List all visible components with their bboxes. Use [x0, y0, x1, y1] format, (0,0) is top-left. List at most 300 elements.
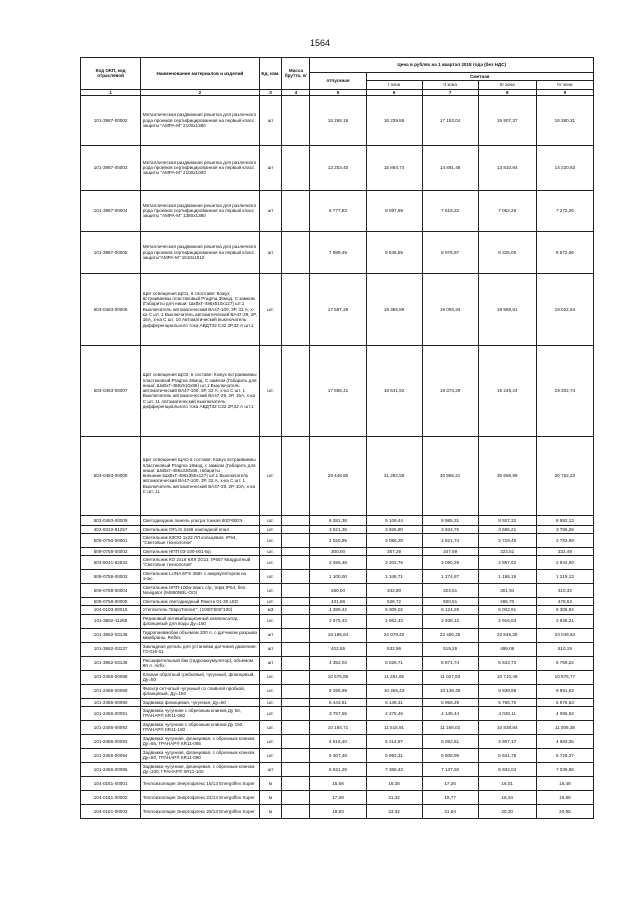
row-release-price: 7 989,49 — [310, 231, 366, 273]
header-zone2: II зона — [422, 81, 478, 89]
table-row — [81, 525, 594, 533]
row-mass — [282, 515, 310, 525]
row-zone3-price: 16,01 — [478, 776, 536, 790]
header-zone4: IV зона — [536, 81, 593, 89]
row-zone4-price: 18,88 — [536, 790, 593, 804]
row-release-price: 4 616,40 — [310, 734, 366, 748]
row-zone4-price: 7 272,26 — [536, 190, 593, 231]
row-zone1-price: 6 309,02 — [366, 606, 422, 614]
row-zone3-price: 323,51 — [478, 547, 536, 555]
table-row — [81, 790, 594, 804]
row-mass — [282, 597, 310, 605]
row-zone2-price: 11 027,93 — [422, 670, 478, 684]
row-zone4-price: 16,48 — [536, 776, 593, 790]
row-zone1-price: 9 545,59 — [366, 231, 422, 273]
row-zone3-price: 2 718,49 — [478, 534, 536, 548]
row-mass — [282, 145, 310, 190]
row-name: Щит освещения ЩО2, в составе: Кожух встраиваемы пластиковый Pragma 36мод. С замком (Габарить для ниши: ШхВхГ-486х510х86) шт.1 Выключатель автоматический ВА47-100, 3Р, 32 А, х-ка С шт. 1 Выключатель автоматический ВА47-29, 2Р, 16А, х-ка С шт. 11 Автоматический выключатель дифференциального тока АВДТ32 С32 2Р,32 А шт.1 — [141, 345, 259, 436]
row-zone2-price: 500,51 — [422, 597, 478, 605]
row-release-price: 5 443,81 — [310, 698, 366, 706]
row-code: 104-0161-00001 — [81, 776, 141, 790]
row-code: 509-0758-00005 — [81, 597, 141, 605]
row-zone3-price: 465,70 — [478, 597, 536, 605]
row-mass — [282, 790, 310, 804]
table-row — [81, 628, 594, 642]
row-release-price: 18 186,64 — [310, 628, 366, 642]
row-release-price: 28 448,80 — [310, 436, 366, 515]
row-mass — [282, 804, 310, 818]
table-row — [81, 95, 594, 145]
row-code: 402-8310-81257 — [81, 525, 141, 533]
row-code: 101-2456-00090 — [81, 698, 141, 706]
row-zone3-price: 18,34 — [478, 790, 536, 804]
column-number: 9 — [536, 89, 593, 95]
row-mass — [282, 95, 310, 145]
row-name: Светильник LUNA EFS 45Вт с аккумулятором на 1час — [141, 569, 259, 583]
row-release-price: 2 675,43 — [310, 614, 366, 628]
row-zone1-price: 4 275,46 — [366, 706, 422, 720]
row-unit: шт. — [259, 547, 282, 555]
row-zone4-price: 4 983,35 — [536, 734, 593, 748]
header-zone1: I зона — [366, 81, 422, 89]
row-unit: шт. — [259, 525, 282, 533]
row-mass — [282, 583, 310, 597]
row-code: 101-2456-00092 — [81, 720, 141, 734]
row-code: 503-0463-00006 — [81, 273, 141, 345]
table-row — [81, 273, 594, 345]
row-code: 503-8041-82532 — [81, 555, 141, 569]
row-name: Металлическая раздвижная решетка для различного рода проемов сертифицированная на первый класс защиты "АМРА-М" 2100х1380 — [141, 95, 259, 145]
row-zone4-price: 478,63 — [536, 597, 593, 605]
row-zone3-price: 4 026,11 — [478, 706, 536, 720]
row-unit: шт. — [259, 720, 282, 734]
row-mass — [282, 684, 310, 698]
row-release-price: 18,93 — [310, 804, 366, 818]
row-zone1-price: 24 078,40 — [366, 628, 422, 642]
row-name: Задвижка чугунная с обрезным клином Ду 50, ГРАНАР® КR11-050 — [141, 706, 259, 720]
row-release-price: 4 386,42 — [310, 606, 366, 614]
table-row — [81, 145, 594, 190]
row-zone3-price: 13 810,84 — [478, 145, 536, 190]
header-name: Наименование материалов и изделий — [141, 58, 259, 90]
header-price-group: Цена в рублях на 1 квартал 2018 года (без НДС) — [310, 58, 594, 73]
table-row — [81, 670, 594, 684]
row-zone1-price: 3 202,76 — [366, 555, 422, 569]
row-release-price: 280,00 — [310, 583, 366, 597]
row-zone3-price: 20,30 — [478, 804, 536, 818]
row-zone2-price: 21,84 — [422, 804, 478, 818]
table-row — [81, 734, 594, 748]
row-zone1-price: 5 214,87 — [366, 734, 422, 748]
table-row — [81, 555, 594, 569]
row-name: Светильник НПП 03-100-001-Бр — [141, 547, 259, 555]
table-row — [81, 534, 594, 548]
row-code: 101-3862-03138 — [81, 656, 141, 670]
row-zone4-price: 5 876,53 — [536, 698, 593, 706]
table-row — [81, 436, 594, 515]
row-unit: шт — [259, 762, 282, 776]
header-code: Код ОКП, код отраслевой — [81, 58, 141, 90]
row-name: Задвижка чугунная с обрезным клином Ду 150, ГРАНАР® КR11-150 — [141, 720, 259, 734]
row-zone2-price: 3 934,76 — [422, 525, 478, 533]
row-zone3-price: 22 548,28 — [478, 628, 536, 642]
table-row — [81, 720, 594, 734]
row-code: 509-0750-00001 — [81, 534, 141, 548]
row-zone4-price: 23 049,64 — [536, 628, 593, 642]
table-row — [81, 569, 594, 583]
row-zone4-price: 16 380,31 — [536, 95, 593, 145]
row-code: 509-0758-00003 — [81, 569, 141, 583]
row-zone1-price: 19 356,89 — [366, 273, 422, 345]
row-zone4-price: 5 769,22 — [536, 656, 593, 670]
table-row — [81, 698, 594, 706]
row-zone4-price: 4 086,52 — [536, 706, 593, 720]
row-code: 101-3987-00002 — [81, 95, 141, 145]
row-zone2-price: 19 374,29 — [422, 345, 478, 436]
table-row — [81, 597, 594, 605]
row-zone3-price: 2 916,53 — [478, 614, 536, 628]
row-zone1-price: 1 346,71 — [366, 569, 422, 583]
row-zone3-price: 5 641,78 — [478, 748, 536, 762]
row-unit: шт. — [259, 583, 282, 597]
row-zone3-price: 499,09 — [478, 642, 536, 656]
row-zone4-price: 310,32 — [536, 583, 593, 597]
table-row — [81, 190, 594, 231]
row-mass — [282, 345, 310, 436]
row-release-price: 10 675,85 — [310, 670, 366, 684]
row-code: 104-0161-00003 — [81, 804, 141, 818]
row-unit: шт — [259, 656, 282, 670]
row-zone2-price: 8 976,97 — [422, 231, 478, 273]
row-zone2-price: 11 168,02 — [422, 720, 478, 734]
row-unit: шт — [259, 95, 282, 145]
row-name: Резиновый антивибрационный компенсатор, фланцевый для воды Ду=150 — [141, 614, 259, 628]
row-release-price: 431,86 — [310, 597, 366, 605]
row-code: 101-3987-00005 — [81, 231, 141, 273]
column-number: 5 — [310, 89, 366, 95]
row-unit: м3 — [259, 606, 282, 614]
row-mass — [282, 656, 310, 670]
row-zone1-price: 2 962,43 — [366, 614, 422, 628]
row-name: Металлическая раздвижная решетка для различного рода проемов сертифицированная на первый класс защиты"АМРА-М" 1510х1510 — [141, 231, 259, 273]
row-name: Задвижка чугунная, фланцевая, с обрезным клином Ду=100, ГРАНАР® КR11-100 — [141, 762, 259, 776]
row-unit: м — [259, 776, 282, 790]
row-zone2-price: 19 093,34 — [422, 273, 478, 345]
column-number: 8 — [478, 89, 536, 95]
row-name: Расширительный бак (гидроаккумулятор), объемом 80 л. Airfix — [141, 656, 259, 670]
row-mass — [282, 525, 310, 533]
row-zone3-price: 9 839,88 — [478, 684, 536, 698]
row-zone3-price: 5 643,73 — [478, 656, 536, 670]
row-zone4-price: 1 219,13 — [536, 569, 593, 583]
row-zone3-price: 15 907,37 — [478, 95, 536, 145]
table-row — [81, 547, 594, 555]
table-row — [81, 642, 594, 656]
row-zone3-price: 19 249,24 — [478, 345, 536, 436]
row-name: Щит освещения ЩАО в составе: Кожух встраиваемы пластиковый Pragma 18мод. с замком (Габарить для ниши: ШхВхГ-486х330х86, габариты внешние:ШхВхГ-486х350х127) шт.1 Выключатель автоматический ВА47-100, 3Р, 32 А, х-ка С шт. 1 Выключатель автоматический ВА47-29, 2Р, 10А, х-ка С шт. 11 — [141, 436, 259, 515]
row-zone3-price: 1 186,19 — [478, 569, 536, 583]
row-name: Утеплитель "ЕвроТоплит", (1000*500*100) — [141, 606, 259, 614]
row-zone2-price: 2 938,12 — [422, 614, 478, 628]
row-mass — [282, 698, 310, 706]
row-mass — [282, 231, 310, 273]
row-zone1-price: 15 884,74 — [366, 145, 422, 190]
row-code: 101-2456-00094 — [81, 748, 141, 762]
row-release-price: 17 856,41 — [310, 345, 366, 436]
row-zone4-price: 30 752,23 — [536, 436, 593, 515]
row-zone2-price: 324,51 — [422, 583, 478, 597]
row-zone4-price: 19 022,64 — [536, 273, 593, 345]
row-zone4-price: 510,19 — [536, 642, 593, 656]
row-unit: шт — [259, 628, 282, 642]
table-row — [81, 762, 594, 776]
row-release-price: 4 352,03 — [310, 656, 366, 670]
row-unit: шт. — [259, 555, 282, 569]
table-row — [81, 748, 594, 762]
row-name: Светильник OFL/S 2х58 накладной опал — [141, 525, 259, 533]
row-zone2-price: 3 090,29 — [422, 555, 478, 569]
row-zone4-price: 14 220,63 — [536, 145, 593, 190]
row-zone3-price: 4 907,17 — [478, 734, 536, 748]
row-zone1-price: 31 292,59 — [366, 436, 422, 515]
row-zone1-price: 342,80 — [366, 583, 422, 597]
row-zone1-price: 367,29 — [366, 547, 422, 555]
row-code: 503-0463-00007 — [81, 345, 141, 436]
row-mass — [282, 748, 310, 762]
row-unit: шт. — [259, 534, 282, 548]
table-row — [81, 583, 594, 597]
row-zone4-price: 6 306,94 — [536, 606, 593, 614]
table-row — [81, 345, 594, 436]
row-mass — [282, 720, 310, 734]
row-name: Светодиодная панель ультра тонкая 600*600Э — [141, 515, 259, 525]
row-unit: шт. — [259, 597, 282, 605]
row-release-price: 8 281,38 — [310, 515, 366, 525]
page-number: 1564 — [309, 38, 331, 48]
row-zone2-price: 7 615,32 — [422, 190, 478, 231]
row-code: 101-3862-03137 — [81, 642, 141, 656]
row-release-price: 3 757,55 — [310, 706, 366, 720]
column-number: 2 — [141, 89, 259, 95]
row-zone1-price: 528,72 — [366, 597, 422, 605]
row-zone4-price: 3 766,28 — [536, 525, 593, 533]
column-number: 6 — [366, 89, 422, 95]
row-zone4-price: 2 928,21 — [536, 614, 593, 628]
row-mass — [282, 706, 310, 720]
row-zone2-price: 23 450,25 — [422, 628, 478, 642]
row-code: 101-2456-00093 — [81, 734, 141, 748]
row-zone4-price: 5 729,37 — [536, 748, 593, 762]
row-zone2-price: 19,77 — [422, 790, 478, 804]
row-mass — [282, 555, 310, 569]
row-zone1-price: 9 109,44 — [366, 515, 422, 525]
row-zone4-price: 332,49 — [536, 547, 593, 555]
row-code: 101-3987-00004 — [81, 190, 141, 231]
row-code: 503-0463-00009 — [81, 515, 141, 525]
row-zone2-price: 5 956,29 — [422, 698, 478, 706]
row-code: 503-0463-00008 — [81, 436, 141, 515]
row-unit: шт. — [259, 684, 282, 698]
row-name: Задвижка чугунная, фланцевая, с обрезным клином Ду=80, ГРАНАР® КR11-080 — [141, 748, 259, 762]
row-release-price: 15 268,19 — [310, 95, 366, 145]
row-zone2-price: 4 145,44 — [422, 706, 478, 720]
table-row — [81, 684, 594, 698]
row-code: 509-0758-00002 — [81, 547, 141, 555]
header-release: отпускная — [310, 73, 366, 90]
row-code: 101-2456-00095 — [81, 762, 141, 776]
row-code: 101-2456-00088 — [81, 670, 141, 684]
row-zone3-price: 7 062,29 — [478, 190, 536, 231]
row-name: Клапан обратный гребковый, чугунный, фланцевый, Ду=50 — [141, 670, 259, 684]
row-zone3-price: 301,94 — [478, 583, 536, 597]
row-code: 509-0758-00004 — [81, 583, 141, 597]
row-zone2-price: 347,69 — [422, 547, 478, 555]
row-mass — [282, 606, 310, 614]
row-code: 101-3862-11285 — [81, 614, 141, 628]
row-release-price: 15,68 — [310, 776, 366, 790]
row-zone4-price: 20,95 — [536, 804, 593, 818]
row-zone3-price: 3 665,21 — [478, 525, 536, 533]
row-name: Гидропневмобак объемом 200 л, с датчиком разрыва мембраны. Reflex — [141, 628, 259, 642]
row-zone3-price: 30 666,99 — [478, 436, 536, 515]
row-release-price: 6 521,29 — [310, 762, 366, 776]
row-unit: шт. — [259, 748, 282, 762]
row-name: Закладная деталь для установки датчиков давления. ГЗ-016-01 — [141, 642, 259, 656]
row-zone3-price: 10 838,84 — [478, 720, 536, 734]
column-number: 1 — [81, 89, 141, 95]
row-mass — [282, 534, 310, 548]
row-unit: шт. — [259, 436, 282, 515]
row-mass — [282, 762, 310, 776]
row-code: 104-0161-00002 — [81, 790, 141, 804]
row-zone1-price: 18,35 — [366, 776, 422, 790]
row-name: Светильник светодиодный Ракета 01-30 LED — [141, 597, 259, 605]
table-row — [81, 706, 594, 720]
row-zone1-price: 532,96 — [366, 642, 422, 656]
row-mass — [282, 734, 310, 748]
row-zone2-price: 17 153,04 — [422, 95, 478, 145]
row-zone3-price: 8 325,05 — [478, 231, 536, 273]
row-zone4-price: 2 793,99 — [536, 534, 593, 548]
row-unit: м — [259, 804, 282, 818]
row-zone2-price: 5 052,61 — [422, 734, 478, 748]
row-unit: шт. — [259, 698, 282, 706]
row-zone1-price: 8 097,69 — [366, 190, 422, 231]
row-zone1-price: 21,32 — [366, 790, 422, 804]
row-zone2-price: 6 124,28 — [422, 606, 478, 614]
row-zone4-price: 8 572,56 — [536, 231, 593, 273]
row-zone3-price: 18 969,81 — [478, 273, 536, 345]
row-zone1-price: 6 149,31 — [366, 698, 422, 706]
table-body — [81, 95, 594, 818]
row-zone3-price: 2 857,62 — [478, 555, 536, 569]
row-release-price: 17,08 — [310, 790, 366, 804]
row-release-price: 9 256,89 — [310, 684, 366, 698]
row-zone4-price: 19 302,74 — [536, 345, 593, 436]
row-zone1-price: 5 993,31 — [366, 748, 422, 762]
table-row — [81, 776, 594, 790]
row-mass — [282, 436, 310, 515]
row-name: Фильтр сетчатый чугунный со сливной пробкой, фланцевый, Ду=150 — [141, 684, 259, 698]
row-mass — [282, 642, 310, 656]
row-unit: шт — [259, 642, 282, 656]
row-zone2-price: 1 274,87 — [422, 569, 478, 583]
row-zone4-price: 9 991,63 — [536, 684, 593, 698]
column-number: 7 — [422, 89, 478, 95]
table-row — [81, 804, 594, 818]
column-number: 3 — [259, 89, 282, 95]
row-zone3-price: 5 786,70 — [478, 698, 536, 706]
row-release-price: 3 521,36 — [310, 525, 366, 533]
row-name: Светильник КЗОО 1х22 ЛЛ кольцевая, IP54, "Световые технологии" — [141, 534, 259, 548]
row-zone2-price: 7 137,50 — [422, 762, 478, 776]
row-code: 101-3987-00003 — [81, 145, 141, 190]
row-zone1-price: 16 239,55 — [366, 95, 422, 145]
row-unit: шт. — [259, 706, 282, 720]
row-zone3-price: 6 932,04 — [478, 762, 536, 776]
row-mass — [282, 569, 310, 583]
row-name: Щит освещения ЩО1, в сполтаве: Кожух встраиваемы пластиковый Pragma 36мод. С замком (Габариты для ниши: ШхВхГ-486х510х127) шт.1 Выключатель автоматический ВА47-100, 3Р, 32 А, х-ка С шт. 1 Выключатель автоматический ВА47-29, 2Р, 16А, х-ка С шт. 10 Автоматический выключатель дифференциального тока АВДТ32 С32 2Р,32 А шт.1 — [141, 273, 259, 345]
row-zone1-price: 6 026,71 — [366, 656, 422, 670]
row-zone4-price: 2 944,60 — [536, 555, 593, 569]
table-row — [81, 656, 594, 670]
row-unit: шт. — [259, 273, 282, 345]
row-mass — [282, 776, 310, 790]
row-zone2-price: 10 136,49 — [422, 684, 478, 698]
header-zone3: III зона — [478, 81, 536, 89]
row-zone2-price: 17,26 — [422, 776, 478, 790]
row-unit: шт — [259, 190, 282, 231]
row-name: Металлическая раздвижная решетка для различного рода проемов сертифицированная на первый класс защиты "АМРА-М" 1380х1380 — [141, 190, 259, 231]
row-zone3-price: 10 710,49 — [478, 670, 536, 684]
row-zone4-price: 8 952,13 — [536, 515, 593, 525]
row-name: Задвижка чугунная, фланцевая, с обрезным клином Ду=65, ГРАНАР® КR11-065 — [141, 734, 259, 748]
row-zone1-price: 11 515,91 — [366, 720, 422, 734]
table-row — [81, 614, 594, 628]
row-mass — [282, 670, 310, 684]
row-name: Теплоизоляция Энергофлекс 22/13 Energoflex Super — [141, 790, 259, 804]
row-zone2-price: 30 866,21 — [422, 436, 478, 515]
header-estimate: Сметная — [366, 73, 593, 81]
row-zone2-price: 519,26 — [422, 642, 478, 656]
row-release-price: 2 455,48 — [310, 555, 366, 569]
row-name: Металлическая раздвижная решетка для различного рода проемов сертифицированная на первый класс защиты "АМРА-М" 2100х1000 — [141, 145, 259, 190]
row-code: 101-2456-00091 — [81, 706, 141, 720]
row-release-price: 402,55 — [310, 642, 366, 656]
header-mass: Масса брутто, кг — [282, 58, 310, 90]
row-zone1-price: 19 641,92 — [366, 345, 422, 436]
row-unit: шт. — [259, 569, 282, 583]
table-row — [81, 231, 594, 273]
row-mass — [282, 614, 310, 628]
row-zone4-price: 11 006,38 — [536, 720, 593, 734]
row-name: Теплоизоляция Энергофлекс 25/13 Energoflex Super — [141, 804, 259, 818]
row-unit: шт. — [259, 345, 282, 436]
row-release-price: 1 100,00 — [310, 569, 366, 583]
row-release-price: 5 307,48 — [310, 748, 366, 762]
row-mass — [282, 628, 310, 642]
row-zone2-price: 14 891,48 — [422, 145, 478, 190]
row-zone2-price: 8 985,31 — [422, 515, 478, 525]
row-zone4-price: 7 039,66 — [536, 762, 593, 776]
row-code: 101-2456-00089 — [81, 684, 141, 698]
row-zone1-price: 3 086,28 — [366, 534, 422, 548]
row-zone3-price: 6 002,91 — [478, 606, 536, 614]
row-zone3-price: 8 927,32 — [478, 515, 536, 525]
row-name: Светильник НПП-100w овал, с/р, терм IP54, бел. Navigator (94880NBL-OO) — [141, 583, 259, 597]
column-number: 4 — [282, 89, 310, 95]
row-name: Светильник КО 2х18 КЛЛ 2G11, IP657 Квадратный "Световые технологии" — [141, 555, 259, 569]
